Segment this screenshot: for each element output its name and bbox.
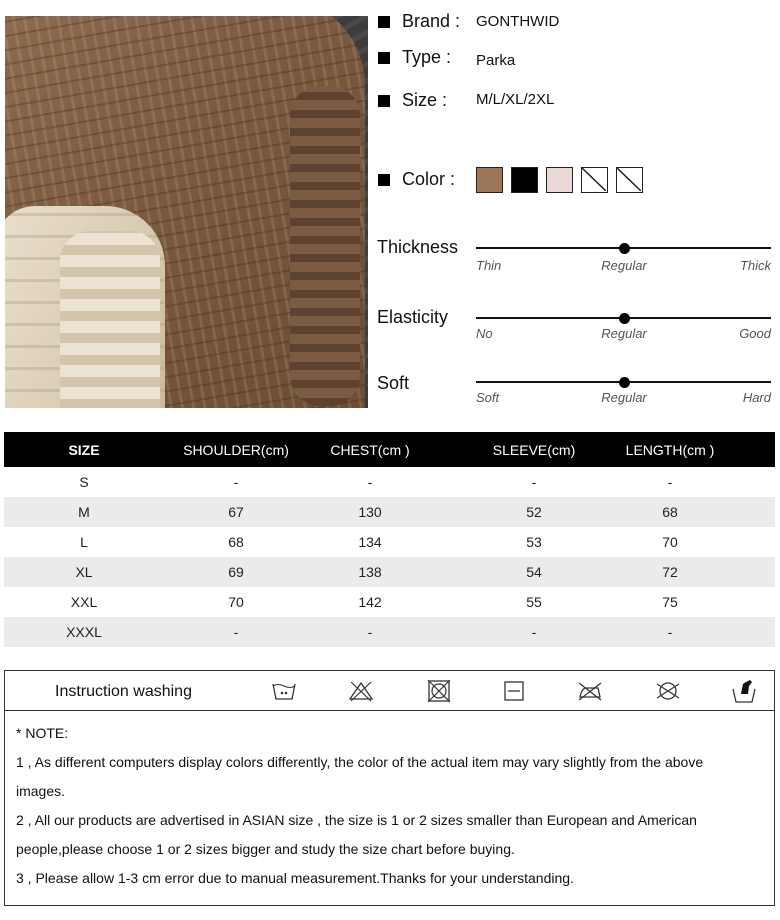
table-cell: 55: [526, 594, 542, 610]
brand-value: GONTHWID: [476, 13, 560, 30]
scale-low-text: Thin: [476, 258, 502, 273]
cream-parka-cuff: [60, 231, 160, 408]
table-cell: M: [78, 504, 90, 520]
table-cell: 130: [358, 504, 382, 520]
scale-high-text: Thick: [739, 258, 771, 273]
bullet-icon: [378, 16, 390, 28]
size-value: M/L/XL/2XL: [476, 91, 555, 108]
scale-mid-text: Regular: [601, 390, 647, 405]
table-header-cell: SIZE: [68, 441, 100, 458]
note-line-1: 1 , As different computers display colors differently, the color of the actual item may vary slightly from the above: [16, 754, 704, 770]
scale-label: Thickness: [377, 237, 459, 257]
table-row: [4, 587, 775, 617]
instruction-title: Instruction washing: [55, 683, 192, 700]
color-swatch[interactable]: [511, 167, 538, 193]
no-iron-icon: [577, 678, 603, 704]
no-tumble-dry-icon: [426, 678, 452, 704]
table-cell: 53: [526, 534, 542, 550]
scale-mid-text: Regular: [601, 326, 647, 341]
scale-high-text: Good: [739, 326, 771, 341]
table-cell: -: [233, 624, 239, 640]
table-cell: 67: [228, 504, 244, 520]
type-value: Parka: [476, 52, 516, 69]
scale-label: Soft: [377, 373, 410, 393]
table-header-cell: SLEEVE(cm): [492, 441, 576, 458]
table-cell: L: [80, 534, 88, 550]
color-swatch[interactable]: [476, 167, 503, 193]
color-swatch[interactable]: [616, 167, 643, 193]
bullet-icon: [378, 52, 390, 64]
table-row: [4, 617, 775, 647]
table-cell: 75: [662, 594, 678, 610]
note-title: * NOTE:: [16, 725, 69, 741]
scale-knob: [619, 243, 630, 254]
table-cell: 142: [358, 594, 382, 610]
hand-wash-glove-icon: [731, 678, 757, 704]
table-cell: -: [667, 624, 673, 640]
color-label: Color :: [402, 169, 456, 189]
table-cell: -: [531, 624, 537, 640]
table-header: [4, 432, 775, 467]
type-label: Type :: [402, 47, 452, 67]
note-line-5: 3 , Please allow 1-3 cm error due to manual measurement.Thanks for your understanding.: [16, 870, 574, 886]
table-cell: 70: [228, 594, 244, 610]
product-photo: [5, 16, 368, 408]
color-swatch[interactable]: [546, 167, 573, 193]
size-table: [4, 432, 775, 647]
table-cell: S: [79, 474, 89, 490]
scale-low-text: Soft: [476, 390, 500, 405]
type-row: [378, 47, 451, 68]
no-dry-clean-icon: [655, 678, 681, 704]
table-cell: 138: [358, 564, 382, 580]
table-cell: -: [367, 474, 373, 490]
table-cell: 52: [526, 504, 542, 520]
table-cell: 70: [662, 534, 678, 550]
table-cell: 54: [526, 564, 542, 580]
scale-mid-text: Regular: [601, 258, 647, 273]
brand-label: Brand :: [402, 11, 461, 31]
table-header-cell: CHEST(cm ): [330, 441, 410, 458]
table-cell: XL: [75, 564, 93, 580]
table-cell: -: [531, 474, 537, 490]
size-row: [378, 90, 447, 111]
table-cell: 68: [228, 534, 244, 550]
note-line-3: 2 , All our products are advertised in ASIAN size , the size is 1 or 2 sizes smaller than European and American: [16, 812, 697, 828]
scale-high-text: Hard: [742, 390, 771, 405]
brand-row: [378, 11, 460, 32]
bullet-icon: [378, 95, 390, 107]
hand-wash-icon: [271, 678, 297, 704]
table-cell: 68: [662, 504, 678, 520]
table-cell: -: [367, 624, 373, 640]
no-bleach-icon: [348, 678, 374, 704]
scale-label: Elasticity: [377, 307, 449, 327]
dry-flat-icon: [501, 678, 527, 704]
table-row: [4, 467, 775, 497]
size-label: Size :: [402, 90, 448, 110]
table-header-cell: LENGTH(cm ): [625, 441, 715, 458]
table-row: [4, 527, 775, 557]
scale-knob: [619, 377, 630, 388]
instruction-header: [5, 671, 774, 711]
scale-low-text: No: [476, 326, 493, 341]
note-line-2: images.: [16, 783, 66, 799]
color-swatch[interactable]: [581, 167, 608, 193]
scale-knob: [619, 313, 630, 324]
table-cell: XXXL: [66, 624, 102, 640]
table-cell: XXL: [70, 594, 98, 610]
table-row: [4, 497, 775, 527]
note-line-4: people,please choose 1 or 2 sizes bigger and study the size chart before buying.: [16, 841, 515, 857]
table-row: [4, 557, 775, 587]
table-cell: 72: [662, 564, 678, 580]
table-cell: 69: [228, 564, 244, 580]
table-cell: 134: [358, 534, 382, 550]
table-header-cell: SHOULDER(cm): [183, 441, 289, 458]
table-cell: -: [233, 474, 239, 490]
parka-cuff: [290, 86, 360, 406]
bullet-icon: [378, 174, 390, 186]
color-row: [378, 169, 455, 190]
table-cell: -: [667, 474, 673, 490]
instruction-box: [4, 670, 775, 906]
